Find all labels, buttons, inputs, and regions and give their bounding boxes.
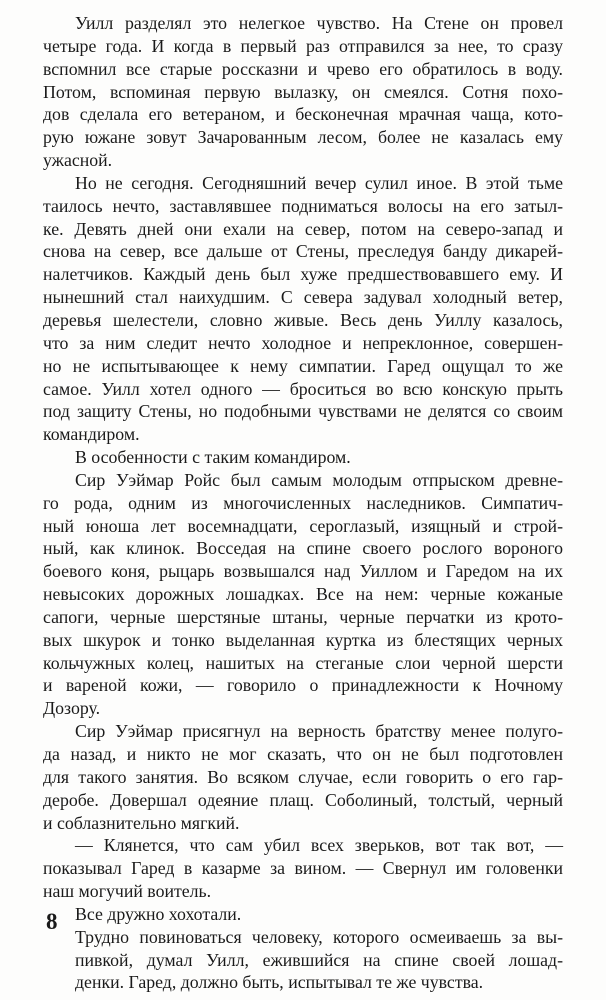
text-line: дов сделала его ветераном, и бесконечная мрачная чаща, кото-	[43, 104, 563, 125]
text-line: но не испытывающее к нему симпатии. Гаред ощущал то же	[43, 355, 563, 376]
text-line: что за ним следит нечто холодное и непреклонное, совершен-	[43, 332, 563, 353]
text-line: и вареной кожи, — говорило о принадлежности к Ночному	[43, 675, 563, 696]
text-line: снова на север, все дальше от Стены, преследуя банду дикарей-	[43, 241, 563, 262]
text-line: Но не сегодня. Сегодняшний вечер сулил иное. В этой тьме	[75, 172, 563, 193]
text-line: ужасной.	[43, 150, 113, 171]
paragraph	[43, 446, 563, 469]
text-line: для такого занятия. Во всяком случае, если говорить о его гар-	[43, 766, 563, 787]
text-line: пивкой, думал Уилл, ежившийся на спине своей лошад-	[75, 949, 563, 970]
paragraph	[43, 926, 563, 995]
text-line: четыре года. И когда в первый раз отправился за нее, то сразу	[43, 35, 563, 56]
text-line: Уилл разделял это нелегкое чувство. На Стене он провел	[75, 13, 563, 33]
text-line: ный, как клинок. Восседая на спине своего рослого вороного	[43, 538, 563, 559]
text-line: и соблазнительно мягкий.	[43, 812, 240, 833]
paragraph	[43, 12, 563, 172]
text-line: деревья шелестели, словно живые. Весь день Уиллу казалось,	[43, 309, 563, 330]
text-line: таилось нечто, заставлявшее подниматься волосы на его затыл-	[43, 195, 563, 216]
paragraph	[43, 834, 563, 903]
text-line: Трудно повиноваться человеку, которого осмеиваешь за вы-	[75, 926, 563, 947]
paragraph	[43, 720, 563, 834]
text-line: да назад, и никто не мог сказать, что он не был подготовлен	[43, 744, 563, 764]
text-line: невысоких дорожных лошадках. Все на нем: черные кожаные	[43, 584, 563, 605]
text-line: боевого коня, рыцарь возвышался над Уиллом и Гаредом на их	[43, 561, 563, 582]
text-line: вспомнил все старые россказни и чрево его обратилось в воду.	[43, 58, 563, 79]
paragraph	[43, 172, 563, 446]
text-line: наш могучий воитель.	[43, 881, 212, 902]
text-line: командиром.	[43, 424, 140, 445]
text-line: В особенности с таким командиром.	[75, 447, 351, 468]
text-line: Сир Уэймар Ройс был самым молодым отпрыском древне-	[75, 469, 563, 490]
text-line: ный юноша лет восемнадцати, сероглазый, изящный и строй-	[43, 515, 563, 536]
text-line: сапоги, черные шерстяные штаны, черные перчатки из крото-	[43, 606, 563, 627]
text-line: — Клянется, что сам убил всех зверьков, вот так вот, —	[75, 835, 563, 856]
text-line: налетчиков. Каждый день был хуже предшествовавшего ему. И	[43, 264, 563, 285]
text-line: го рода, одним из многочисленных наследников. Симпатич-	[43, 492, 563, 513]
text-column	[43, 12, 563, 994]
text-line: кольчужных колец, нашитых на стеганые слои черной шерсти	[43, 652, 563, 673]
text-line: нынешний стал наихудшим. С севера задувал холодный ветер,	[43, 287, 563, 308]
text-line: Дозору.	[43, 698, 101, 719]
text-line: денки. Гаред, должно быть, испытывал те же чувства.	[75, 972, 484, 993]
paragraph	[43, 469, 563, 720]
text-line: Все дружно хохотали.	[75, 903, 242, 924]
text-line: показывал Гаред в казарме за вином. — Свернул им головенки	[43, 858, 563, 879]
text-line: самое. Уилл хотел одного — броситься во всю конскую прыть	[43, 378, 563, 399]
text-line: деробе. Довершал одеяние плащ. Соболиный, толстый, черный	[43, 789, 563, 810]
text-line: под защиту Стены, но подобными чувствами не делятся со своим	[43, 401, 563, 422]
text-line: ке. Девять дней они ехали на север, потом на северо-запад и	[43, 218, 563, 239]
paragraph	[43, 903, 563, 926]
text-line: вых шкурок и тонко выделанная куртка из блестящих черных	[43, 629, 563, 650]
text-line: рую южане зовут Зачарованным лесом, более не казалась ему	[43, 127, 563, 148]
page-number: 8	[46, 909, 58, 934]
text-line: Сир Уэймар присягнул на верность братству менее полуго-	[75, 721, 563, 742]
text-line: Потом, вспоминая первую вылазку, он смеялся. Сотня похо-	[43, 81, 563, 102]
